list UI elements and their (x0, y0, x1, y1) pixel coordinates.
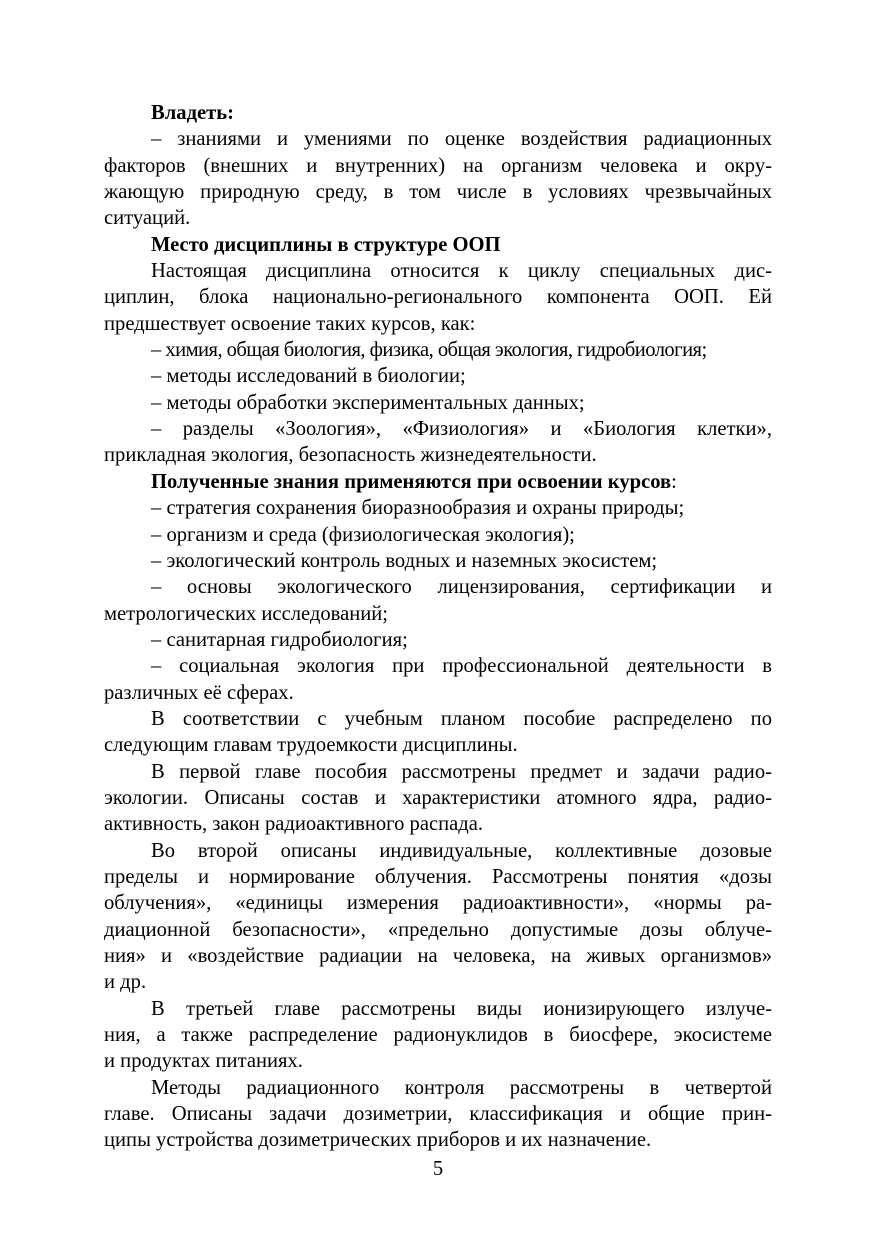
text-line: активность, закон радиоактивного распада. (104, 813, 484, 836)
text-line: факторов (внешних и внутренних) на организм человека и окру- (104, 154, 772, 177)
text-line: ситуаций. (104, 207, 191, 230)
paragraph (104, 1075, 772, 1154)
text-line: ния, а также распределение радионуклидов в биосфере, экосистеме (104, 1024, 772, 1047)
heading-colon: : (671, 470, 677, 493)
text-line: жающую природную среду, в том числе в условиях чрезвычайных (104, 181, 772, 204)
text-line: Во второй описаны индивидуальные, коллективные дозовые (151, 839, 772, 862)
text-line: ния» и «воздействие радиации на человека, на живых организмов» (104, 945, 772, 967)
page-number: 5 (432, 1158, 444, 1180)
text-line: – основы экологического лицензирования, сертификации и (151, 576, 772, 599)
text-line: экологии. Описаны состав и характеристики атомного ядра, радио- (104, 786, 772, 809)
text-line: следующим главам трудоемкости дисциплины. (104, 734, 518, 757)
list-item: – методы обработки экспериментальных данных; (151, 391, 585, 414)
text-line: циплин, блока национально-регионального компонента ООП. Ей (104, 286, 772, 309)
heading-courses-text: Полученные знания применяются при освоении курсов (151, 470, 672, 493)
text-line: – социальная экология при профессиональной деятельности в (151, 655, 772, 678)
paragraph (104, 759, 772, 838)
text-line: метрологических исследований; (104, 602, 389, 625)
heading-discipline-place: Место дисциплины в структуре ООП (151, 233, 501, 256)
list-item: – санитарная гидробиология; (151, 628, 408, 651)
list-item: – организм и среда (физиологическая экология); (151, 523, 575, 546)
list-item: – стратегия сохранения биоразнообразия и охраны природы; (151, 497, 685, 520)
list-item (104, 416, 772, 469)
paragraph (104, 996, 772, 1075)
heading-courses (104, 469, 772, 495)
paragraph (104, 706, 772, 759)
paragraph (104, 126, 772, 231)
text-line: В соответствии с учебным планом пособие распределено по (151, 707, 772, 730)
text-line: – знаниями и умениями по оценке воздействия радиационных (151, 128, 772, 151)
text-line: В первой главе пособия рассмотрены предмет и задачи радио- (151, 760, 772, 783)
document-page (104, 100, 772, 1154)
list-item: – химия, общая биология, физика, общая экология, гидробиология; (151, 339, 707, 362)
text-line: главе. Описаны задачи дозиметрии, классификация и общие прин- (104, 1103, 772, 1126)
text-line: В третьей главе рассмотрены виды ионизирующего излуче- (151, 997, 772, 1020)
text-line: – разделы «Зоология», «Физиология» и «Биология клетки», (151, 418, 772, 441)
text-line: Настоящая дисциплина относится к циклу специальных дис- (151, 260, 772, 283)
text-line: облучения», «единицы измерения радиоактивности», «нормы ра- (104, 892, 772, 915)
text-line: и продуктах питаниях. (104, 1050, 303, 1073)
list-item: – экологический контроль водных и наземных экосистем; (151, 549, 658, 572)
text-line: ципы устройства дозиметрических приборов и их назначение. (104, 1129, 652, 1152)
paragraph (104, 258, 772, 337)
text-line: пределы и нормирование облучения. Рассмотрены понятия «дозы (104, 865, 772, 888)
text-line: и др. (104, 971, 147, 994)
text-line: Методы радиационного контроля рассмотрены в четвертой (151, 1076, 772, 1099)
text-line: предшествует освоение таких курсов, как: (104, 312, 476, 335)
heading-vladet: Владеть: (151, 102, 235, 124)
paragraph (104, 838, 772, 996)
list-item (104, 574, 772, 627)
list-item (104, 653, 772, 706)
list-item: – методы исследований в биологии; (151, 365, 466, 388)
text-line: прикладная экология, безопасность жизнедеятельности. (104, 444, 597, 467)
text-line: диационной безопасности», «предельно допустимые дозы облуче- (104, 918, 772, 941)
text-line: различных её сферах. (104, 681, 294, 704)
